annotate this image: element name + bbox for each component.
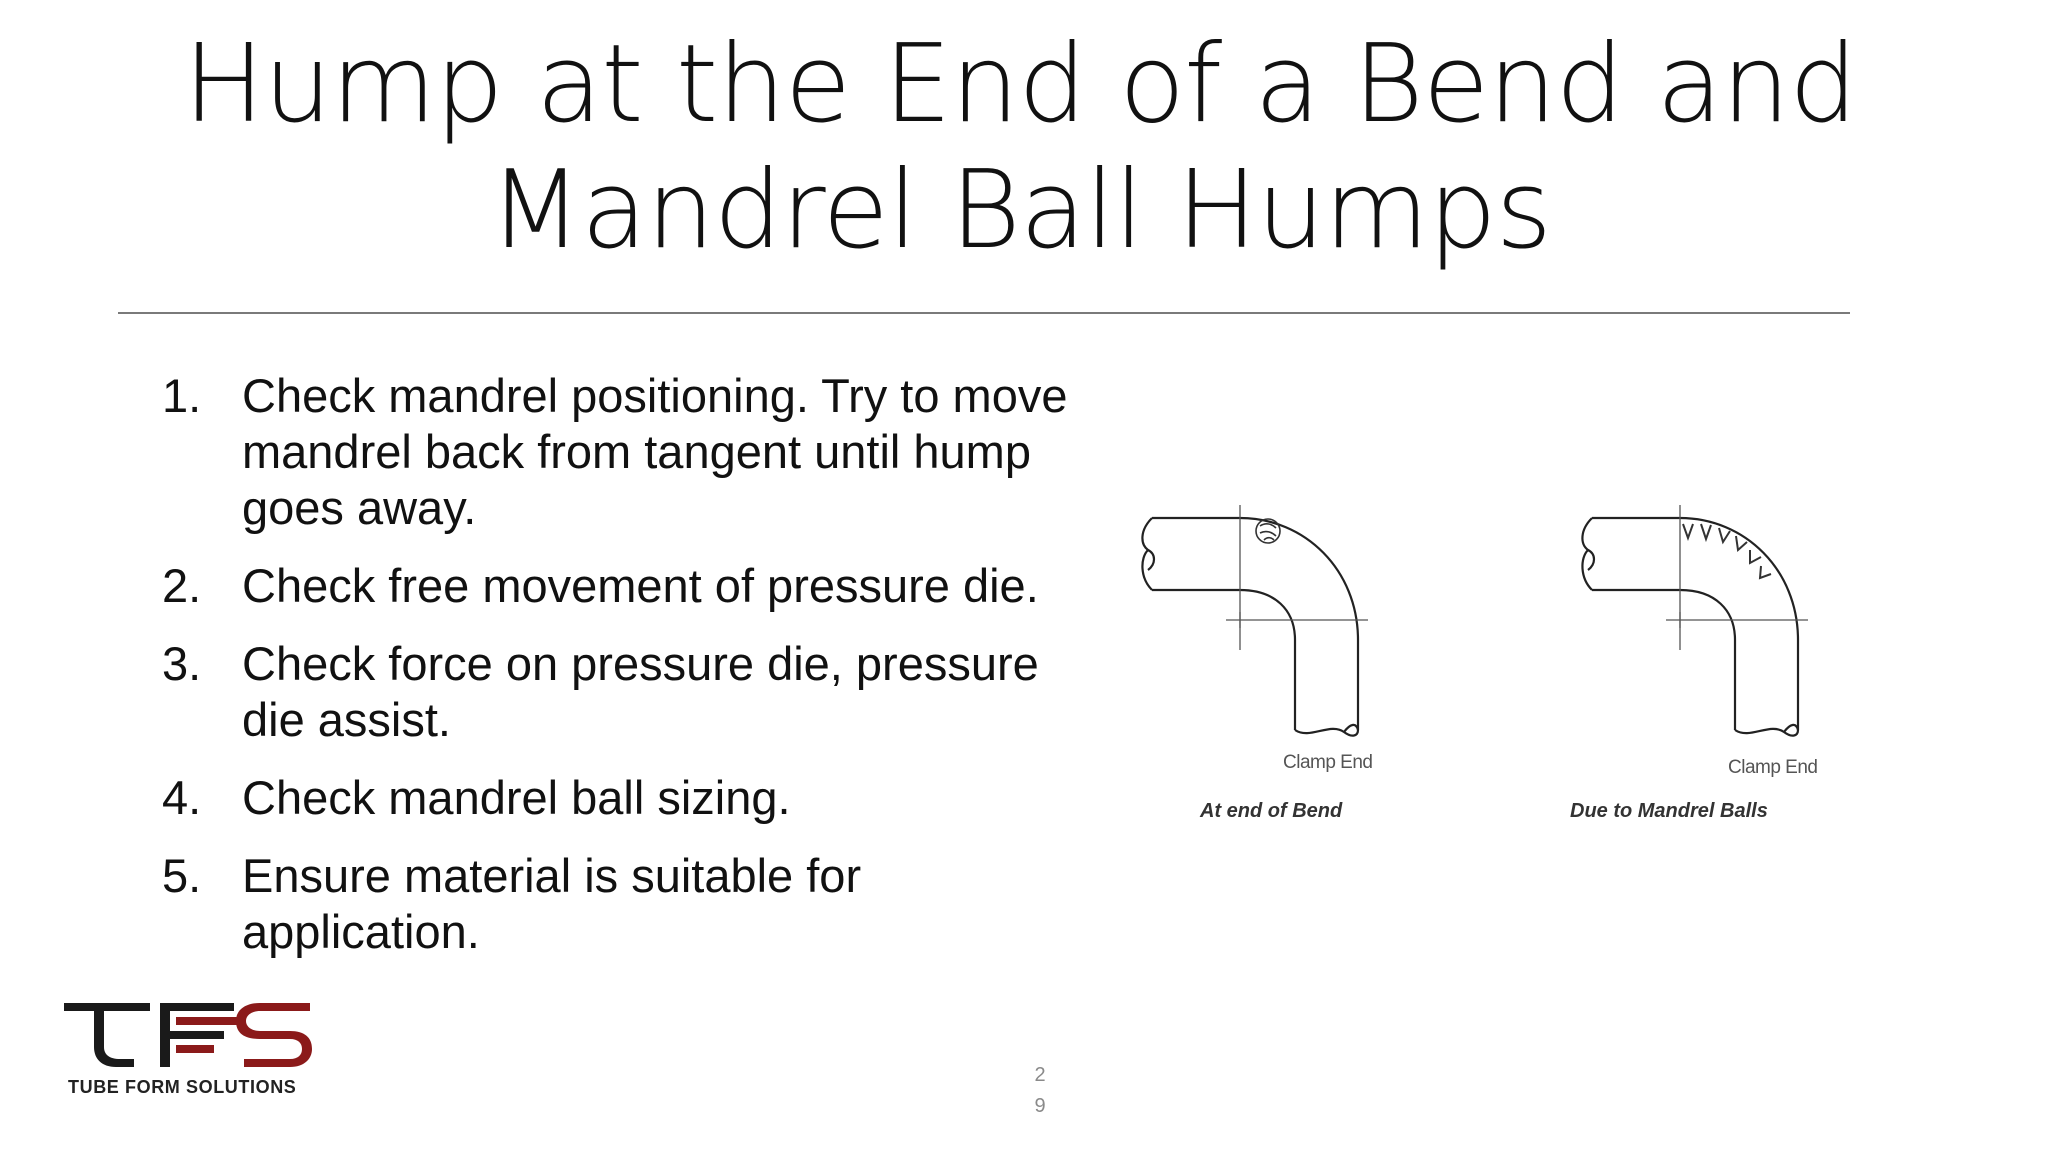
step-number: 3. [162,637,202,690]
step-text: Check mandrel positioning. Try to move mandrel back from tangent until hump goes away. [242,369,1068,534]
step-number: 4. [162,771,202,824]
step-text: Check mandrel ball sizing. [242,771,791,824]
clamp-end-label: Clamp End [1728,757,1818,778]
slide-title [120,22,1920,274]
company-logo [64,995,324,1105]
step-text: Check free movement of pressure die. [242,559,1039,612]
list-item [150,558,1080,614]
step-number: 2. [162,559,202,612]
figure-end-of-bend [1130,500,1390,822]
title-divider [118,312,1850,314]
figure-mandrel-balls [1570,500,1830,822]
steps-list [150,368,1080,982]
step-text: Ensure material is suitable for application. [242,849,862,958]
title-line-2: Mandrel Ball Humps [488,148,1552,273]
page-number [1020,1060,1060,1122]
tfs-logo-mark [64,995,314,1075]
company-name: TUBE FORM SOLUTIONS [68,1077,297,1097]
page-number-digit: 2 [1034,1064,1046,1086]
list-item [150,770,1080,826]
figure-caption: Due to Mandrel Balls [1570,800,1768,822]
bend-figures [1120,500,1820,840]
list-item [150,368,1080,536]
list-item [150,636,1080,748]
bent-tube-mandrel-humps-drawing [1570,500,1830,750]
step-text: Check force on pressure die, pressure die assist. [242,637,1039,746]
title-line-1: Hump at the End of a Bend and [183,22,1857,147]
clamp-end-label: Clamp End [1283,752,1373,773]
figure-caption: At end of Bend [1200,800,1343,822]
step-number: 1. [162,369,202,422]
page-number-digit: 9 [1034,1095,1046,1117]
bent-tube-hump-drawing [1130,500,1390,750]
step-number: 5. [162,849,202,902]
list-item [150,848,1080,960]
